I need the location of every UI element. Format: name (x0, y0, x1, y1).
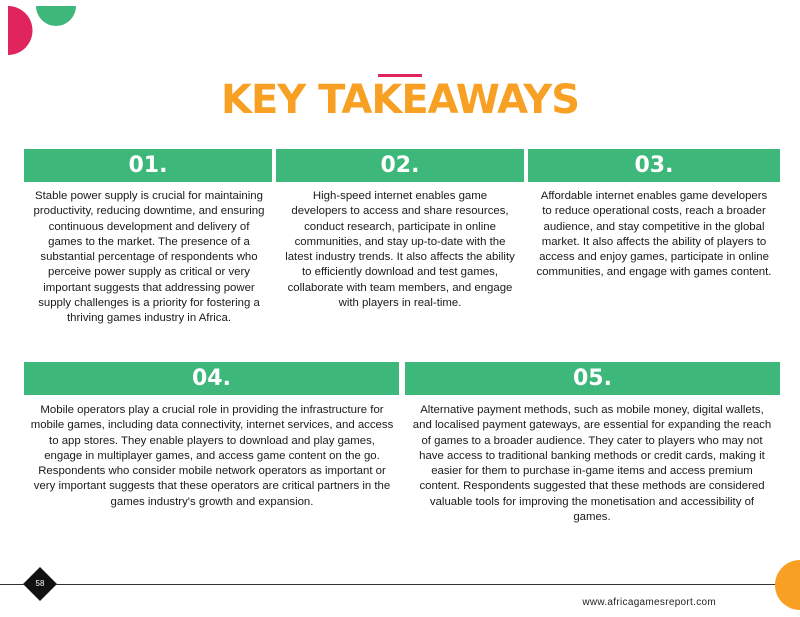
brand-logo (0, 0, 90, 60)
takeaway-5-number: 05. (405, 362, 780, 395)
takeaway-5-text: Alternative payment methods, such as mobile money, digital wallets, and localised payment gateways, are essential for expanding the reach of games to a broader audience. They cater to players who may not have access to traditional banking methods or credit cards, making it easier for them to purchase in-game items and access premium content. Respondents suggested that these methods are considered valuable tools for improving the monetisation and accessibility of games. (412, 404, 772, 524)
footer-url: www.africagamesreport.com (582, 597, 716, 608)
takeaway-1-text: Stable power supply is crucial for maintaining productivity, reducing downtime, and ensuring continuous development and delivery of games to the market. The presence of a substantial percentage of respondents who perceive power supply as critical or very important suggests that addressing power supply challenges is a priority for fostering a thriving games industry in Africa. (33, 190, 265, 325)
takeaway-4-text: Mobile operators play a crucial role in providing the infrastructure for mobile games, including data connectivity, internet services, and access to app stores. They enable players to download and play games, engage in multiplayer games, and access game content on the go. Respondents who consider mobile network operators as important or very important suggests that these operators are critical partners in the games industry's growth and expansion. (30, 404, 394, 508)
page-number: 58 (35, 579, 45, 588)
page-title: KEY TAKEAWAYS (220, 77, 580, 123)
takeaway-2-number: 02. (276, 149, 524, 182)
footer-divider (0, 584, 800, 585)
takeaway-1-number: 01. (24, 149, 272, 182)
takeaway-2-text: High-speed internet enables game developers to access and share resources, conduct research, participate in online communities, and stay up-to-date with the latest industry trends. It also affects the ability to efficiently download and test games, collaborate with team members, and engage with players in real-time. (285, 190, 515, 310)
corner-decoration (770, 560, 800, 610)
takeaway-4-number: 04. (24, 362, 399, 395)
takeaway-3-text: Affordable internet enables game developers to reduce operational costs, reach a broader audience, and stay competitive in the global market. It also affects the ability of players to access and enjoy games, participate in online communities, and engage with games content. (536, 190, 772, 279)
takeaway-3-number: 03. (528, 149, 780, 182)
